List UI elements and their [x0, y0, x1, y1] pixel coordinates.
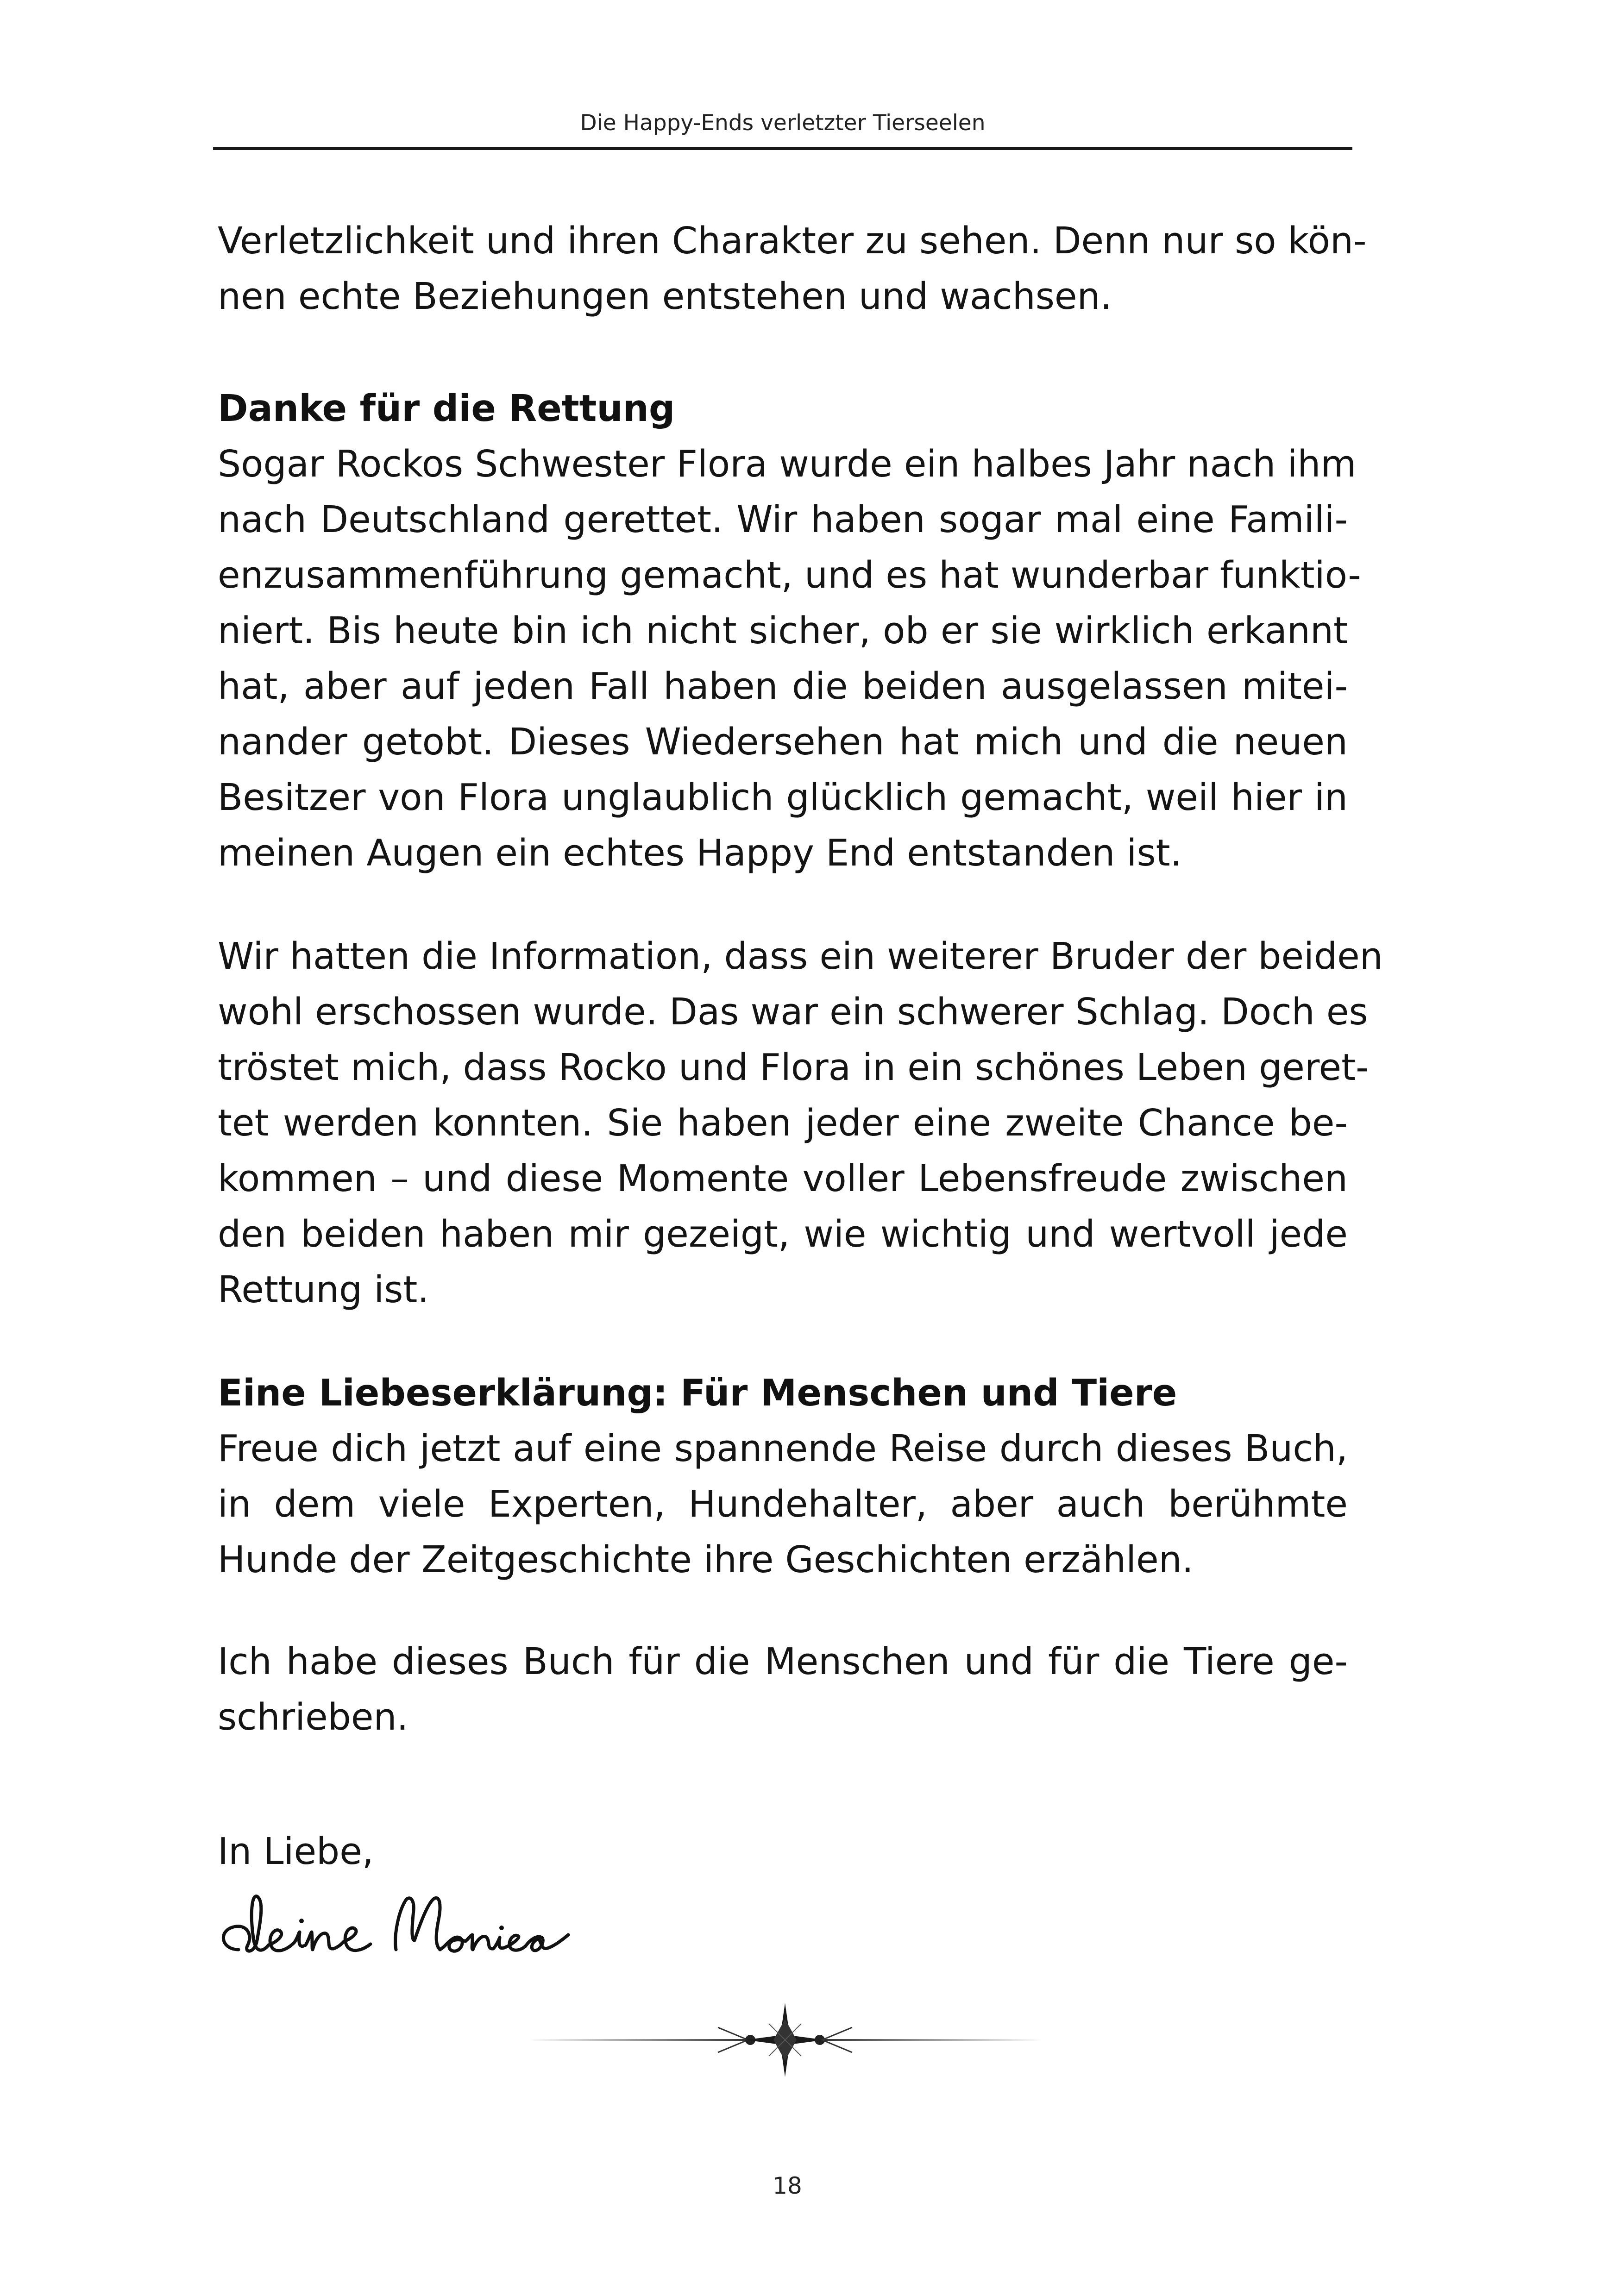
handwritten-signature	[211, 1880, 581, 1973]
text-line: wohl erschossen wurde. Das war ein schwerer Schlag. Doch es	[218, 991, 1368, 1033]
text-line: Verletzlichkeit und ihren Charakter zu sehen. Denn nur so kön-	[218, 220, 1367, 262]
running-header-title: Die Happy-Ends verletzter Tierseelen	[580, 110, 986, 136]
section1-paragraph-2	[218, 928, 1383, 1317]
closing-salutation: In Liebe,	[218, 1830, 374, 1873]
section-heading-rettung: Danke für die Rettung	[218, 387, 675, 430]
text-line: tröstet mich, dass Rocko und Flora in ein schönes Leben geret-	[218, 1046, 1369, 1089]
section2-paragraph-2	[218, 1634, 1348, 1745]
text-line: hat, aber auf jeden Fall haben die beiden ausgelassen mitei-	[218, 665, 1348, 708]
text-line: Ich habe dieses Buch für die Menschen und für die Tiere ge-	[218, 1640, 1348, 1683]
header-rule	[213, 147, 1352, 150]
text-line: niert. Bis heute bin ich nicht sicher, ob er sie wirklich erkannt	[218, 609, 1348, 652]
text-line: Rettung ist.	[218, 1268, 429, 1311]
text-line: Wir hatten die Information, dass ein weiterer Bruder der beiden	[218, 935, 1383, 978]
text-line: Freue dich jetzt auf eine spannende Reise durch dieses Buch,	[218, 1427, 1348, 1470]
section1-paragraph-1	[218, 436, 1361, 881]
text-line: tet werden konnten. Sie haben jeder eine zweite Chance be-	[218, 1102, 1348, 1144]
text-line: kommen – und diese Momente voller Lebensfreude zwischen	[218, 1157, 1348, 1200]
text-line: enzusammenführung gemacht, und es hat wunderbar funktio-	[218, 554, 1361, 596]
text-line: den beiden haben mir gezeigt, wie wichtig und wertvoll jede	[218, 1213, 1348, 1255]
text-line: nen echte Beziehungen entstehen und wachsen.	[218, 275, 1112, 318]
section2-paragraph-1	[218, 1421, 1348, 1587]
star-divider-icon	[519, 2001, 1051, 2079]
text-line: schrieben.	[218, 1696, 408, 1738]
section-heading-liebeserklaerung: Eine Liebeserklärung: Für Menschen und Tiere	[218, 1372, 1177, 1414]
intro-paragraph	[218, 213, 1367, 324]
text-line: nach Deutschland gerettet. Wir haben sogar mal eine Famili-	[218, 498, 1348, 541]
text-line: in dem viele Experten, Hundehalter, aber auch berühmte	[218, 1483, 1348, 1525]
text-line: meinen Augen ein echtes Happy End entstanden ist.	[218, 832, 1182, 874]
text-line: nander getobt. Dieses Wiedersehen hat mich und die neuen	[218, 721, 1348, 763]
text-line: Hunde der Zeitgeschichte ihre Geschichten erzählen.	[218, 1538, 1194, 1581]
page-number: 18	[773, 2172, 802, 2199]
text-line: Sogar Rockos Schwester Flora wurde ein halbes Jahr nach ihm	[218, 443, 1357, 485]
text-line: Besitzer von Flora unglaublich glücklich gemacht, weil hier in	[218, 776, 1348, 819]
